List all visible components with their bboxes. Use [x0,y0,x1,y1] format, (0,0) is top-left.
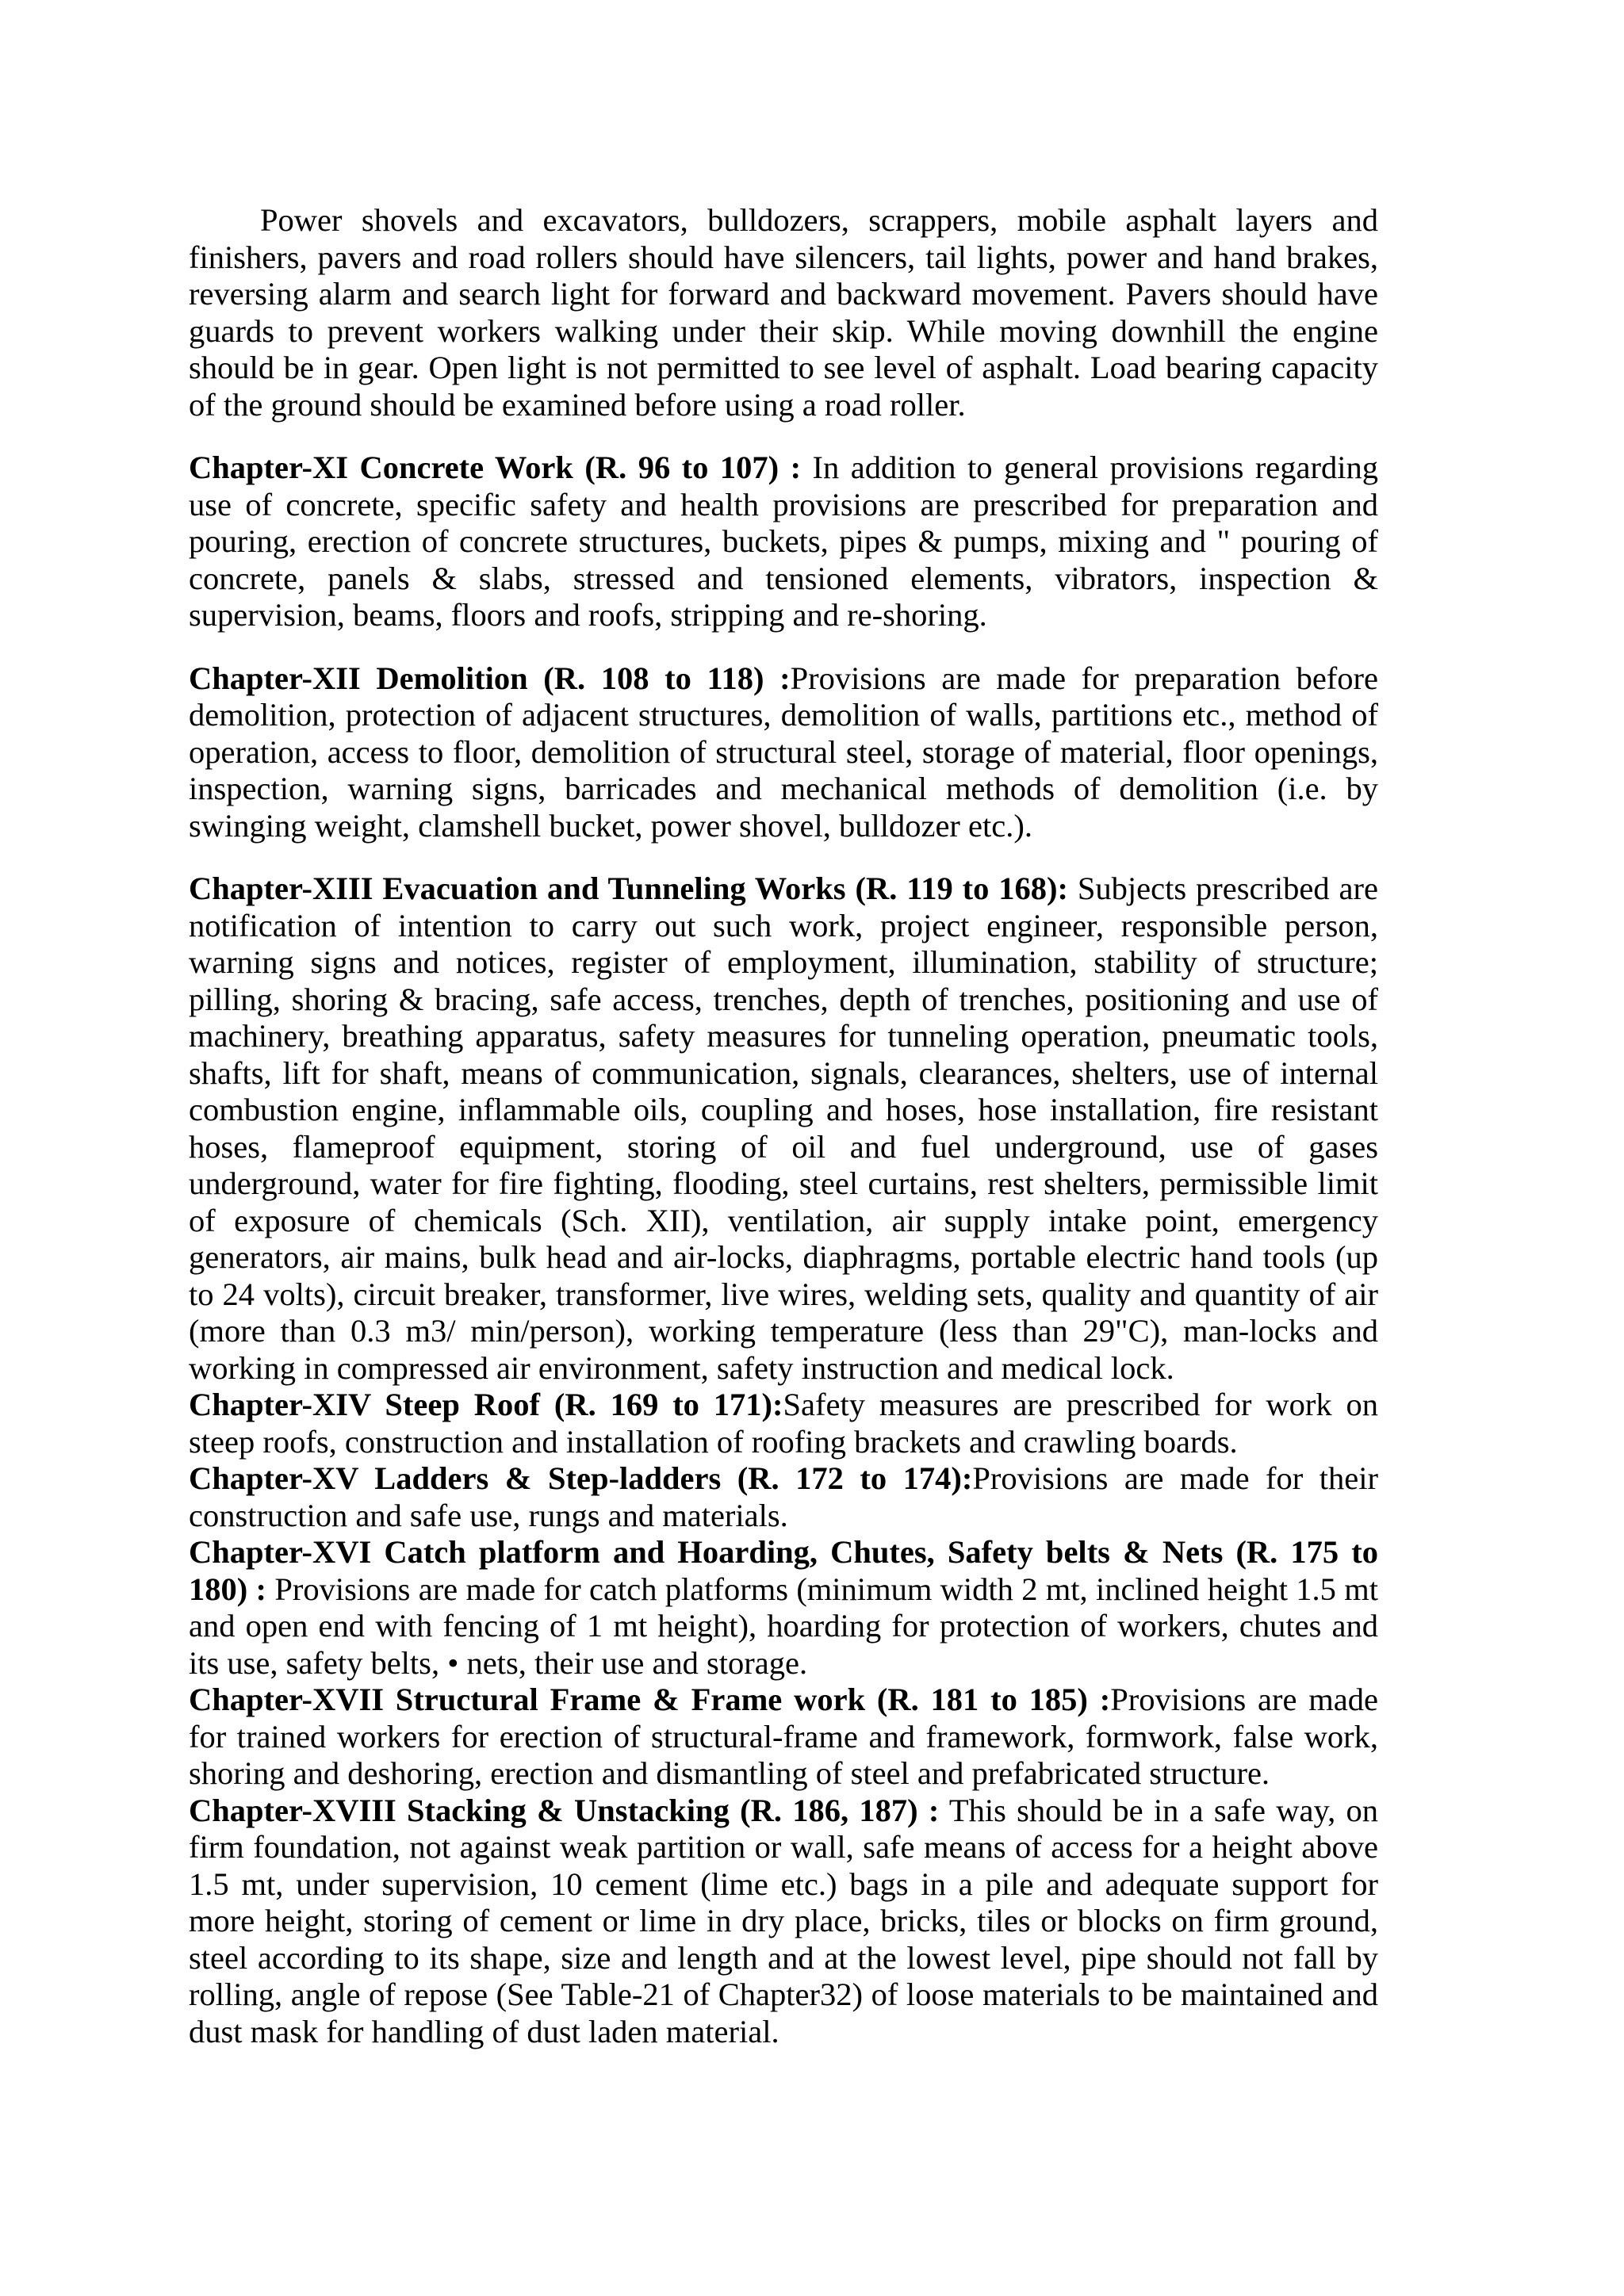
chapter-xvi-body: Provisions are made for catch platforms (minimum width 2 mt, inclined height 1.5 mt and open end with fencing of 1 mt height), hoarding for protection of workers, chutes and its use, safety belts, • nets, their use and storage. [189,1571,1378,1681]
chapter-xi-paragraph [189,450,1378,634]
chapter-xvii-heading: Chapter-XVII Structural Frame & Frame work (R. 181 to 185) : [189,1682,1111,1717]
chapter-xii-paragraph [189,660,1378,845]
chapter-xviii-paragraph [189,1793,1378,2051]
chapter-xviii-body: This should be in a safe way, on firm foundation, not against weak partition or wall, safe means of access for a height above 1.5 mt, under supervision, 10 cement (lime etc.) bags in a pile and adequate support for more height, storing of cement or lime in dry place, bricks, tiles or blocks on firm ground, steel according to its shape, size and length and at the lowest level, pipe should not fall by rolling, angle of repose (See Table-21 of Chapter32) of loose materials to be maintained and dust mask for handling of dust laden material. [189,1792,1379,2049]
chapter-xv-body: Provisions are made for their construction and safe use, rungs and materials. [189,1460,1378,1533]
chapter-xiii-body: Subjects prescribed are notification of intention to carry out such work, project engineer, responsible person, warning signs and notices, register of employment, illumination, stability of structure; pilling, shoring & bracing, safe access, trenches, depth of trenches, positioning and use of machinery, breathing apparatus, safety measures for tunneling operation, pneumatic tools, shafts, lift for shaft, means of communication, signals, clearances, shelters, use of internal combustion engine, inflammable oils, coupling and hoses, hose installation, fire resistant hoses, flameproof equipment, storing of oil and fuel underground, use of gases underground, water for fire fighting, flooding, steel curtains, rest shelters, permissible limit of exposure of chemicals (Sch. XII), ventilation, air supply intake point, emergency generators, air mains, bulk head and air-locks, diaphragms, portable electric hand tools (up to 24 volts), circuit breaker, transformer, live wires, welding sets, quality and quantity of air (more than 0.3 m3/ min/person), working temperature (less than 29"C), man-locks and working in compressed air environment, safety instruction and medical lock. [189,871,1378,1386]
chapter-xiii-heading: Chapter-XIII Evacuation and Tunneling Works (R. 119 to 168): [189,871,1068,906]
chapter-xv-paragraph [189,1460,1378,1534]
chapter-xiv-paragraph [189,1387,1378,1460]
chapter-xv-heading: Chapter-XV Ladders & Step-ladders (R. 172 to 174): [189,1460,973,1496]
document-page [189,202,1378,2050]
chapter-xiv-heading: Chapter-XIV Steep Roof (R. 169 to 171): [189,1387,783,1422]
intro-paragraph: Power shovels and excavators, bulldozers, scrappers, mobile asphalt layers and finishers, pavers and road rollers should have silencers, tail lights, power and hand brakes, reversing alarm and search light for forward and backward movement. Pavers should have guards to prevent workers walking under their skip. While moving downhill the engine should be in gear. Open light is not permitted to see level of asphalt. Load bearing capacity of the ground should be examined before using a road roller. [189,202,1378,423]
chapter-xvii-body: Provisions are made for trained workers for erection of structural-frame and framework, formwork, false work, shoring and deshoring, erection and dismantling of steel and prefabricated structure. [189,1682,1378,1791]
chapter-xvi-paragraph [189,1534,1378,1682]
chapter-xvi-heading: Chapter-XVI Catch platform and Hoarding, Chutes, Safety belts & Nets (R. 175 to 180) : [189,1534,1378,1607]
chapter-xiii-paragraph [189,871,1378,1387]
chapter-xiv-body: Safety measures are prescribed for work on steep roofs, construction and installation of roofing brackets and crawling boards. [189,1387,1378,1460]
chapter-xi-body: In addition to general provisions regarding use of concrete, specific safety and health provisions are prescribed for preparation and pouring, erection of concrete structures, buckets, pipes & pumps, mixing and " pouring of concrete, panels & slabs, stressed and tensioned elements, vibrators, inspection & supervision, beams, floors and roofs, stripping and re-shoring. [189,450,1378,633]
chapter-xi-heading: Chapter-XI Concrete Work (R. 96 to 107) : [189,450,802,485]
chapter-xii-body: Provisions are made for preparation before demolition, protection of adjacent structures, demolition of walls, partitions etc., method of operation, access to floor, demolition of structural steel, storage of material, floor openings, inspection, warning signs, barricades and mechanical methods of demolition (i.e. by swinging weight, clamshell bucket, power shovel, bulldozer etc.). [189,660,1379,844]
chapter-xviii-heading: Chapter-XVIII Stacking & Unstacking (R. 186, 187) : [189,1792,940,1828]
chapter-xii-heading: Chapter-XII Demolition (R. 108 to 118) : [189,660,791,696]
chapter-xvii-paragraph [189,1682,1378,1793]
